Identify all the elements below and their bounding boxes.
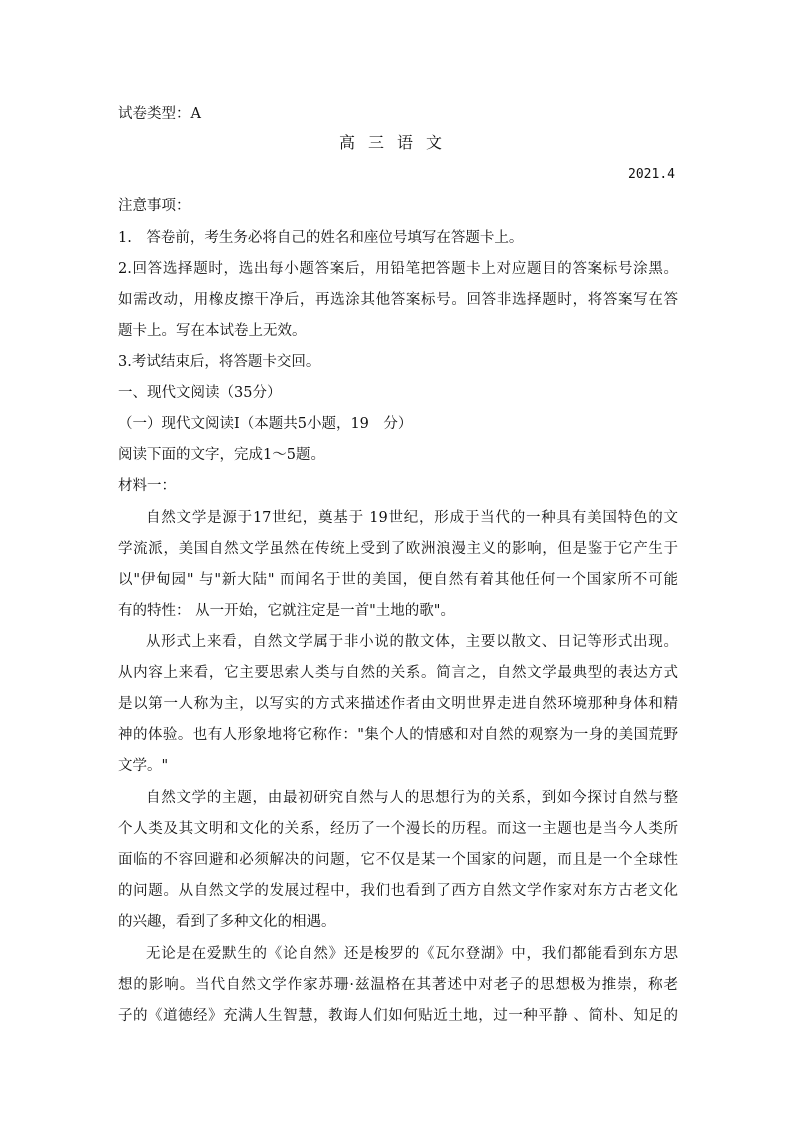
paragraph-1-line: 有的特性： 从一开始，它就注定是一首"土地的歌"。 [118, 603, 455, 619]
notice-item-3: 3.考试结束后，将答题卡交回。 [118, 354, 321, 370]
paragraph-2-line: 从内容上来看，它主要思索人类与自然的关系。简言之，自然文学最典型的表达方式 [118, 665, 678, 681]
paragraph-4-line: 子的《道德经》充满人生智慧，教诲人们如何贴近土地，过一种平静 、简朴、知足的 [118, 1008, 678, 1024]
paragraph-1-line: 以"伊甸园" 与"新大陆" 而闻名于世的美国，便自然有着其他任何一个国家所不可能 [118, 572, 678, 588]
paragraph-4-line: 想的影响。当代自然文学作家苏珊·兹温格在其著述中对老子的思想极为推崇，称老 [118, 977, 678, 993]
paragraph-1-line: 学流派，美国自然文学虽然在传统上受到了欧洲浪漫主义的影响，但是鉴于它产生于 [118, 541, 678, 557]
paragraph-3-line: 自然文学的主题，由最初研究自然与人的思想行为的关系，到如今探讨自然与整 [146, 790, 678, 806]
notice-item-2-line-1: 2.回答选择题时，选出每小题答案后，用铅笔把答题卡上对应题目的答案标号涂黑。 [118, 261, 678, 277]
section-heading: 一、现代文阅读（35分） [118, 385, 282, 401]
notice-item-2-line-2: 如需改动，用橡皮擦干净后，再选涂其他答案标号。回答非选择题时，将答案写在答 [118, 292, 678, 308]
paragraph-1-line: 自然文学是源于17世纪，奠基于 19世纪，形成于当代的一种具有美国特色的文 [146, 510, 678, 526]
paragraph-4-line: 无论是在爱默生的《论自然》还是梭罗的《瓦尔登湖》中，我们都能看到东方思 [146, 946, 678, 962]
paragraph-3-line: 面临的不容回避和必须解决的问题，它不仅是某一个国家的问题，而且是一个全球性 [118, 852, 678, 868]
paragraph-3-line: 的兴趣，看到了多种文化的相遇。 [118, 914, 336, 930]
section-instruction: 阅读下面的文字，完成1～5题。 [118, 447, 325, 463]
paragraph-3-line: 的问题。从自然文学的发展过程中，我们也看到了西方自然文学作家对东方古老文化 [118, 883, 678, 899]
paragraph-2-line: 是以第一人称为主，以写实的方式来描述作者由文明世界走进自然环境那种身体和精 [118, 696, 678, 712]
paragraph-2-line: 文学。" [118, 758, 169, 774]
paragraph-2-line: 从形式上来看，自然文学属于非小说的散文体，主要以散文、日记等形式出现。 [146, 634, 678, 650]
section-subheading: （一）现代文阅读Ⅰ（本题共5小题，19 分） [118, 416, 413, 432]
exam-date: 2021.4 [628, 167, 675, 182]
paper-type: 试卷类型：A [118, 106, 201, 122]
material-label: 材料一： [118, 478, 176, 494]
paragraph-3-line: 个人类及其文明和文化的关系，经历了一个漫长的历程。而这一主题也是当今人类所 [118, 821, 678, 837]
paragraph-2-line: 神的体验。也有人形象地将它称作："集个人的情感和对自然的观察为一身的美国荒野 [118, 727, 678, 743]
notice-heading: 注意事项： [118, 198, 191, 214]
page-title: 高三语文 [338, 133, 455, 152]
notice-item-1: 1. 答卷前，考生务必将自己的姓名和座位号填写在答题卡上。 [118, 230, 524, 246]
notice-item-2-line-3: 题卡上。写在本试卷上无效。 [118, 323, 307, 339]
